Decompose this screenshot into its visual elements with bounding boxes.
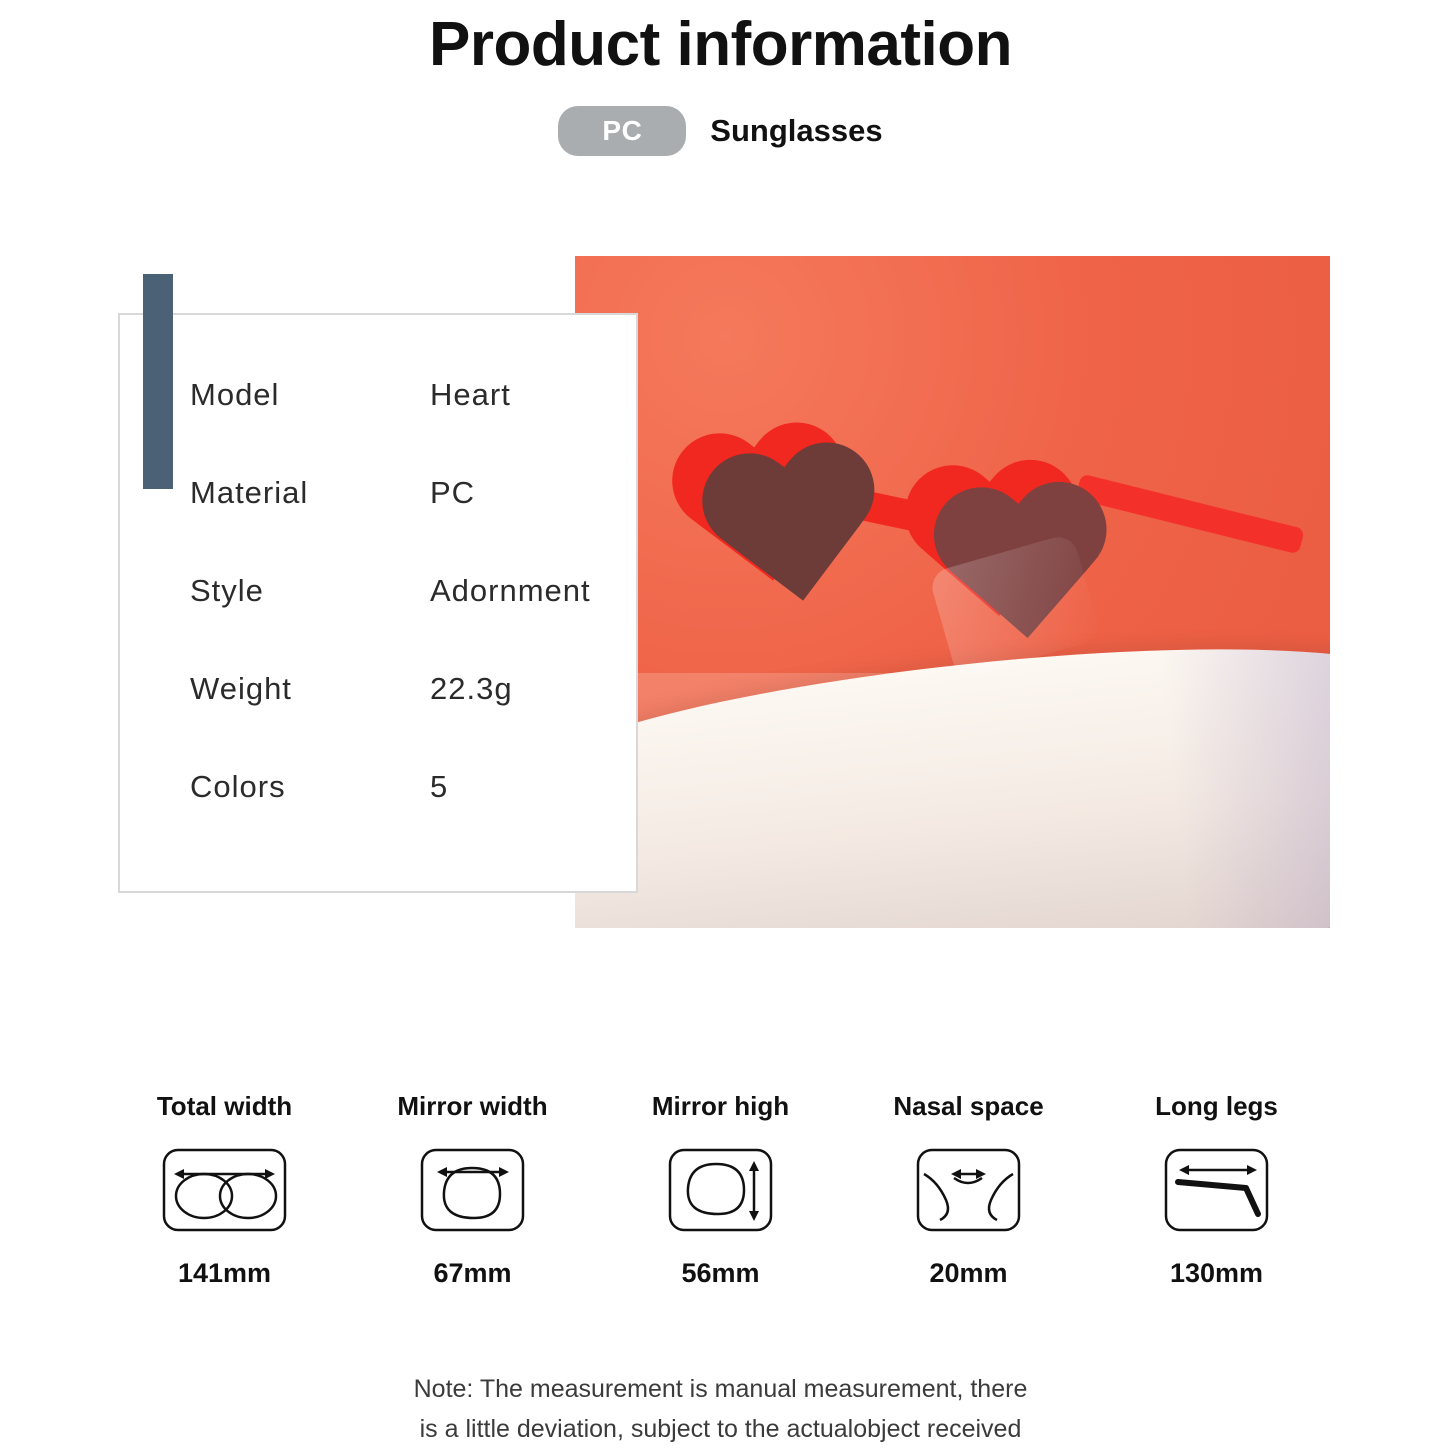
left-frame xyxy=(658,418,846,444)
spec-label-material: Material xyxy=(190,474,309,510)
spec-list xyxy=(190,377,616,867)
sunglasses-right-heart xyxy=(894,459,1096,657)
page-title: Product information xyxy=(429,10,1012,79)
measurement-long-legs xyxy=(1122,1091,1312,1289)
long-legs-icon xyxy=(1154,1144,1279,1236)
material-badge: PC xyxy=(558,106,686,156)
measurement-value: 67mm xyxy=(433,1258,512,1288)
spec-value-material: PC xyxy=(430,474,476,510)
nasal-space-icon xyxy=(906,1144,1031,1236)
measurement-value: 20mm xyxy=(929,1258,1008,1288)
measurements-row xyxy=(0,1091,1441,1289)
spec-label-weight: Weight xyxy=(190,670,292,706)
measurement-value: 141mm xyxy=(177,1258,272,1288)
measurement-title: Long legs xyxy=(1155,1091,1278,1121)
measurement-total-width xyxy=(130,1091,320,1289)
mirror-high-icon xyxy=(658,1144,783,1236)
total-width-icon xyxy=(162,1144,287,1236)
spec-value-weight: 22.3g xyxy=(430,670,513,706)
spec-label-style: Style xyxy=(190,572,264,608)
measurement-title: Mirror width xyxy=(397,1091,548,1121)
spec-row xyxy=(190,769,616,867)
product-type-label: Sunglasses xyxy=(710,112,883,148)
spec-value-style: Adornment xyxy=(430,572,591,608)
measurement-title: Nasal space xyxy=(893,1091,1044,1121)
heart-sunglasses-illustration xyxy=(670,391,1310,771)
spec-row xyxy=(190,573,616,671)
spec-card xyxy=(118,313,638,893)
product-overview-section xyxy=(0,256,1441,956)
measurement-value: 130mm xyxy=(1169,1258,1264,1288)
spec-row xyxy=(190,475,616,573)
product-photo xyxy=(575,256,1330,928)
accent-bar xyxy=(143,274,173,489)
subtitle-row xyxy=(0,106,1441,156)
note-line-2: is a little deviation, subject to the actualobject received xyxy=(419,1415,1022,1443)
spec-row xyxy=(190,377,616,475)
measurement-note xyxy=(0,1369,1441,1449)
spec-row xyxy=(190,671,616,769)
measurement-title: Mirror high xyxy=(651,1091,790,1121)
spec-label-model: Model xyxy=(190,376,280,412)
spec-value-colors: 5 xyxy=(430,768,449,804)
measurement-nasal-space xyxy=(874,1091,1064,1289)
measurement-title: Total width xyxy=(156,1091,293,1121)
note-line-1: Note: The measurement is manual measurement, there xyxy=(413,1375,1028,1403)
right-frame xyxy=(894,459,1084,472)
measurement-mirror-width xyxy=(378,1091,568,1289)
right-lens xyxy=(922,485,1067,628)
sunglasses-left-heart xyxy=(658,418,872,628)
measurement-mirror-high xyxy=(626,1091,816,1289)
mirror-width-icon xyxy=(410,1144,535,1236)
measurement-value: 56mm xyxy=(681,1258,760,1288)
left-lens xyxy=(688,446,841,598)
spec-label-colors: Colors xyxy=(190,768,286,804)
sunglasses-temple xyxy=(1075,473,1304,554)
spec-value-model: Heart xyxy=(430,376,511,412)
